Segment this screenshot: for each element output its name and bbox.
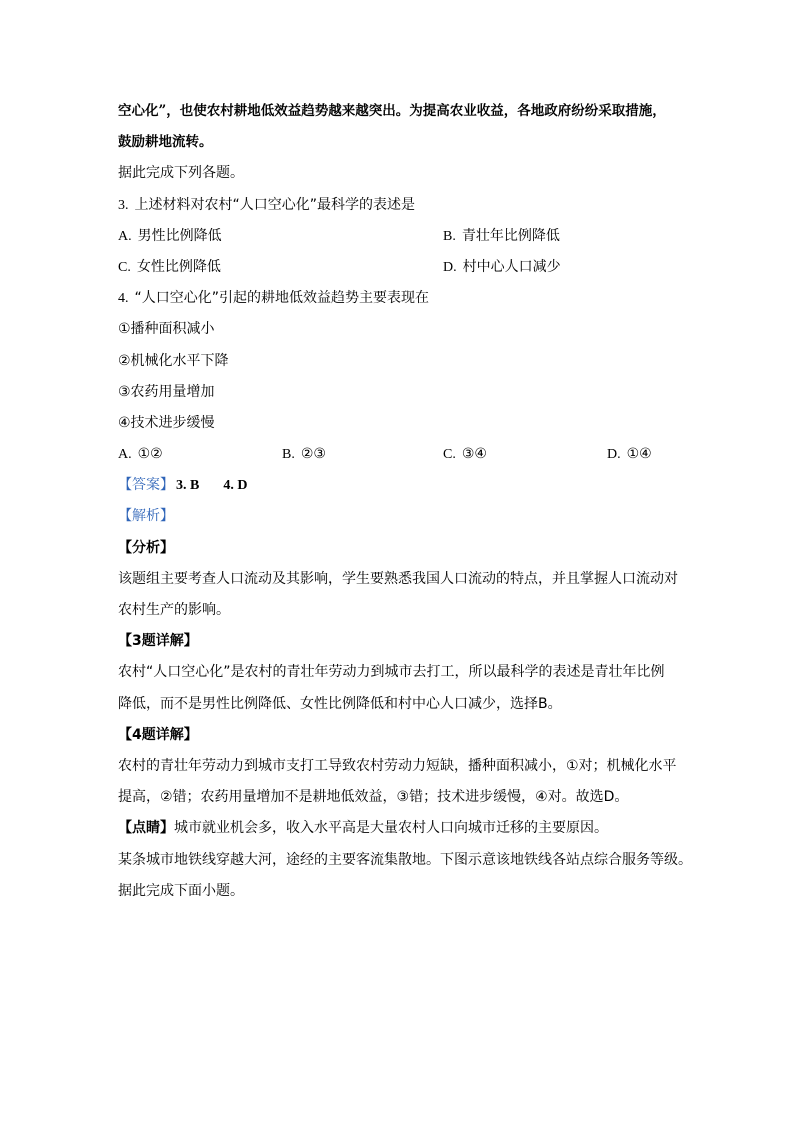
statement-item: ②机械化水平下降 — [118, 352, 229, 369]
material-line: 空心化”，也使农村耕地低效益趋势越来越突出。为提高农业收益，各地政府纷纷采取措施， — [118, 103, 666, 119]
question-stem-text: 上述材料对农村“人口空心化”最科学的表述是 — [134, 196, 416, 213]
option-text: ③④ — [461, 446, 487, 463]
question-3-options-row-1 — [118, 221, 718, 252]
question-4-stem — [118, 283, 718, 314]
option-text: ②③ — [300, 446, 326, 463]
option-text: 村中心人口减少 — [462, 258, 561, 275]
option-text: 男性比例降低 — [137, 227, 222, 244]
overview-line: 农村生产的影响。 — [118, 602, 230, 618]
next-material-line: 据此完成下面小题。 — [118, 882, 244, 899]
statement-item: ④技术进步缓慢 — [118, 414, 215, 431]
option-b — [282, 439, 326, 470]
question-number: 3. — [118, 197, 129, 213]
tip-text: 城市就业机会多，收入水平高是大量农村人口向城市迁移的主要原因。 — [174, 820, 608, 837]
instruction: 据此完成下列各题。 — [118, 165, 244, 182]
option-b — [443, 221, 560, 252]
detail-4-line: 农村的青壮年劳动力到城市支打工导致农村劳动力短缺，播种面积减小，①对；机械化水平 — [118, 757, 677, 774]
option-text: ①④ — [626, 446, 652, 463]
question-3-options-row-2 — [118, 252, 718, 283]
option-a — [118, 221, 222, 252]
detail-4-tag: 【4题详解】 — [118, 726, 198, 743]
next-material-line: 某条城市地铁线穿越大河，途经的主要客流集散地。下图示意该地铁线各站点综合服务等级。 — [118, 851, 692, 868]
detail-4-line: 提高，②错；农药用量增加不是耕地低效益，③错；技术进步缓慢，④对。故选D。 — [118, 789, 629, 806]
option-d — [443, 252, 561, 283]
answer-item: 4. D — [223, 478, 248, 494]
analysis-tag: 【解析】 — [118, 508, 174, 525]
option-label: D. — [607, 447, 621, 463]
question-3-stem — [118, 190, 718, 221]
tip-row — [118, 813, 718, 844]
question-stem-text: “人口空心化”引起的耕地低效益趋势主要表现在 — [134, 290, 430, 307]
option-d — [607, 439, 652, 470]
option-c — [118, 252, 221, 283]
option-c — [443, 439, 487, 470]
option-label: C. — [443, 447, 456, 463]
question-number: 4. — [118, 291, 129, 307]
answer-tag: 【答案】 — [118, 477, 174, 494]
tip-tag: 【点睛】 — [118, 820, 174, 837]
option-text: 青壮年比例降低 — [461, 227, 560, 244]
document-content — [118, 96, 718, 907]
overview-line: 该题组主要考查人口流动及其影响，学生要熟悉我国人口流动的特点，并且掌握人口流动对 — [118, 570, 678, 587]
statement-item: ①播种面积减小 — [118, 321, 215, 338]
detail-3-tag: 【3题详解】 — [118, 633, 198, 650]
material-line: 鼓励耕地流转。 — [118, 134, 213, 151]
option-label: D. — [443, 259, 457, 275]
detail-3-line: 降低，而不是男性比例降低、女性比例降低和村中心人口减少，选择B。 — [118, 695, 562, 712]
statement-item: ③农药用量增加 — [118, 383, 215, 400]
option-label: B. — [282, 447, 295, 463]
option-label: A. — [118, 447, 132, 463]
answer-row — [118, 470, 718, 501]
option-a — [118, 439, 163, 470]
option-text: 女性比例降低 — [136, 258, 221, 275]
option-label: B. — [443, 228, 456, 244]
option-label: A. — [118, 228, 132, 244]
question-4-options-row — [118, 439, 718, 470]
detail-3-line: 农村“人口空心化”是农村的青壮年劳动力到城市去打工，所以最科学的表述是青壮年比例 — [118, 664, 665, 681]
option-label: C. — [118, 259, 131, 275]
option-text: ①② — [137, 446, 163, 463]
answer-item: 3. B — [176, 478, 200, 494]
overview-tag: 【分析】 — [118, 539, 174, 556]
